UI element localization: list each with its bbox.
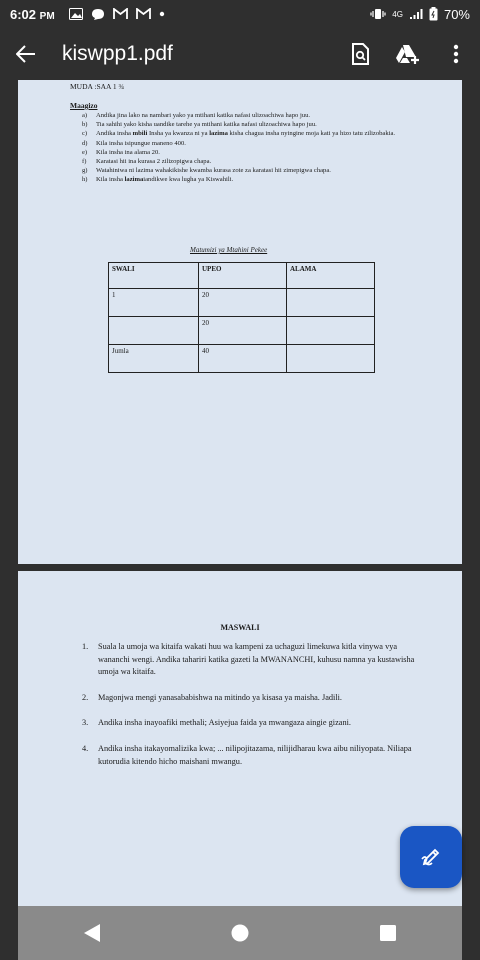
table-row xyxy=(109,289,375,317)
chat-icon xyxy=(91,8,105,21)
question-text: Suala la umoja wa kitaifa wakati huu wa kampeni za uchaguzi limekuwa kitla vinywa vya wananchi wengi. Andika tahariri katika gazeti la MWANANCHI, kuhusu namna ya kustawisha umoja wa kitaifa. xyxy=(98,642,415,677)
list-item xyxy=(82,111,422,120)
table-cell xyxy=(287,317,375,345)
battery-percent: 70% xyxy=(443,6,470,22)
pdf-page-1 xyxy=(18,80,462,564)
system-nav-bar xyxy=(0,906,480,960)
list-item-text: Tia sahihi yako kisha uandike tarehe ya mtihani katika nafasi ulizoachiwa hapo juu. xyxy=(96,121,317,129)
question-text: Andika insha inayoafiki methali; Asiyejua faida ya mwangaza aingie gizani. xyxy=(98,718,351,728)
list-item xyxy=(82,148,422,157)
question-number: 3. xyxy=(82,718,89,728)
list-item-text: iandikwe kwa lugha ya Kiswahili. xyxy=(143,176,234,184)
list-item-letter: h) xyxy=(82,176,88,184)
image-icon xyxy=(69,8,83,20)
list-item-letter: f) xyxy=(82,158,87,166)
table-cell xyxy=(287,289,375,317)
table-cell xyxy=(287,345,375,373)
more-vert-icon xyxy=(453,44,459,64)
question-item xyxy=(82,641,418,679)
table-header-row xyxy=(109,263,375,289)
exam-duration: MUDA :SAA 1 ¾ xyxy=(70,82,125,91)
questions-heading: MASWALI xyxy=(220,623,260,632)
table-cell: 40 xyxy=(199,345,287,373)
list-item xyxy=(82,139,422,148)
pdf-page-2 xyxy=(18,571,462,906)
question-item xyxy=(82,743,418,768)
list-item-letter: b) xyxy=(82,121,88,129)
table-cell: 1 xyxy=(109,289,199,317)
list-item-text: Andika insha xyxy=(96,130,133,138)
list-item xyxy=(82,175,422,184)
table-cell: 20 xyxy=(199,317,287,345)
nav-home-button[interactable] xyxy=(210,906,270,960)
search-document-icon xyxy=(351,43,369,65)
list-item xyxy=(82,157,422,166)
list-item-text: Kila insha ina alama 20. xyxy=(96,148,160,156)
list-item-text: Kila insha isipungue maneno 400. xyxy=(96,139,186,147)
table-cell xyxy=(109,317,199,345)
status-bar xyxy=(0,0,480,28)
dot-icon xyxy=(159,11,165,17)
gmail-icon xyxy=(113,8,128,20)
table-header-cell: ALAMA xyxy=(287,263,375,289)
table-title: Matumizi ya Mtahini Pekee xyxy=(190,246,268,254)
list-item-text: lazima xyxy=(124,176,144,184)
list-item-text: Karatasi hii ina kurasa 2 zilizopigwa chapa. xyxy=(96,158,212,166)
nav-home-icon xyxy=(230,923,250,943)
table-cell: 20 xyxy=(199,289,287,317)
notification-icons xyxy=(69,8,165,21)
question-number: 4. xyxy=(82,743,89,753)
list-item-letter: g) xyxy=(82,167,88,175)
nav-back-button[interactable] xyxy=(62,906,122,960)
nav-back-icon xyxy=(83,923,101,943)
search-document-button[interactable] xyxy=(336,28,384,80)
back-button[interactable] xyxy=(0,28,52,80)
table-row xyxy=(109,345,375,373)
network-type: 4G xyxy=(392,9,403,19)
edit-fab-button[interactable] xyxy=(400,826,462,888)
questions-list xyxy=(82,641,418,781)
list-item-letter: d) xyxy=(82,139,88,147)
battery-icon xyxy=(429,7,438,21)
table-header-cell: UPEO xyxy=(199,263,287,289)
marks-table xyxy=(108,262,375,373)
question-item xyxy=(82,692,418,705)
list-item-text: mbili xyxy=(132,130,148,138)
list-item-text: kisha chagua insha nyingine moja kati ya hizo tatu zilizobakia. xyxy=(227,130,396,138)
list-item-text: lazima xyxy=(209,130,228,138)
question-number: 1. xyxy=(82,642,89,651)
list-item-letter: c) xyxy=(82,130,88,138)
question-text: Magonjwa mengi yanasababishwa na mitindo ya kisasa ya maisha. Jadili. xyxy=(98,692,343,702)
more-options-button[interactable] xyxy=(432,28,480,80)
status-time: 6:02 PM xyxy=(10,6,55,22)
nav-recents-button[interactable] xyxy=(358,906,418,960)
signal-icon xyxy=(409,8,423,20)
vibrate-icon xyxy=(370,8,386,20)
add-to-drive-button[interactable] xyxy=(384,28,432,80)
list-item-text: Insha ya kwanza ni ya xyxy=(147,130,210,138)
drive-add-icon xyxy=(395,44,421,64)
back-arrow-icon xyxy=(16,45,36,63)
instructions-heading: Maagizo xyxy=(70,101,98,110)
table-cell: Jumla xyxy=(109,345,199,373)
list-item-letter: a) xyxy=(82,112,88,119)
list-item xyxy=(82,129,422,138)
pdf-viewport[interactable] xyxy=(0,80,480,906)
list-item-text: Kila insha xyxy=(96,176,125,184)
table-header-cell: SWALI xyxy=(109,263,199,289)
list-item xyxy=(82,120,422,129)
gmail-icon xyxy=(136,8,151,20)
list-item-text: Andika jina lako na nambari yako ya mtihani katika nafasi ulizoachiwa hapo juu. xyxy=(96,112,311,119)
list-item-letter: e) xyxy=(82,148,88,156)
table-row xyxy=(109,317,375,345)
question-text: Andika insha itakayomalizika kwa; ... nilipojitazama, nilijidharau kwa aibu niliyopata. Niliapa kutorudia kitendo hicho maishani mwangu. xyxy=(98,743,412,766)
document-title: kiswpp1.pdf xyxy=(62,42,173,65)
list-item-text: Watahiniwa ni lazima wahakikishe kwamba kurasa zote za karatasi hii zimepigwa chapa. xyxy=(96,167,331,175)
list-item xyxy=(82,166,422,175)
app-bar xyxy=(0,28,480,80)
instructions-list xyxy=(82,111,422,185)
question-number: 2. xyxy=(82,692,89,702)
nav-recents-icon xyxy=(379,924,397,942)
edit-pen-icon xyxy=(419,845,443,869)
system-status xyxy=(370,7,470,22)
question-item xyxy=(82,717,418,730)
